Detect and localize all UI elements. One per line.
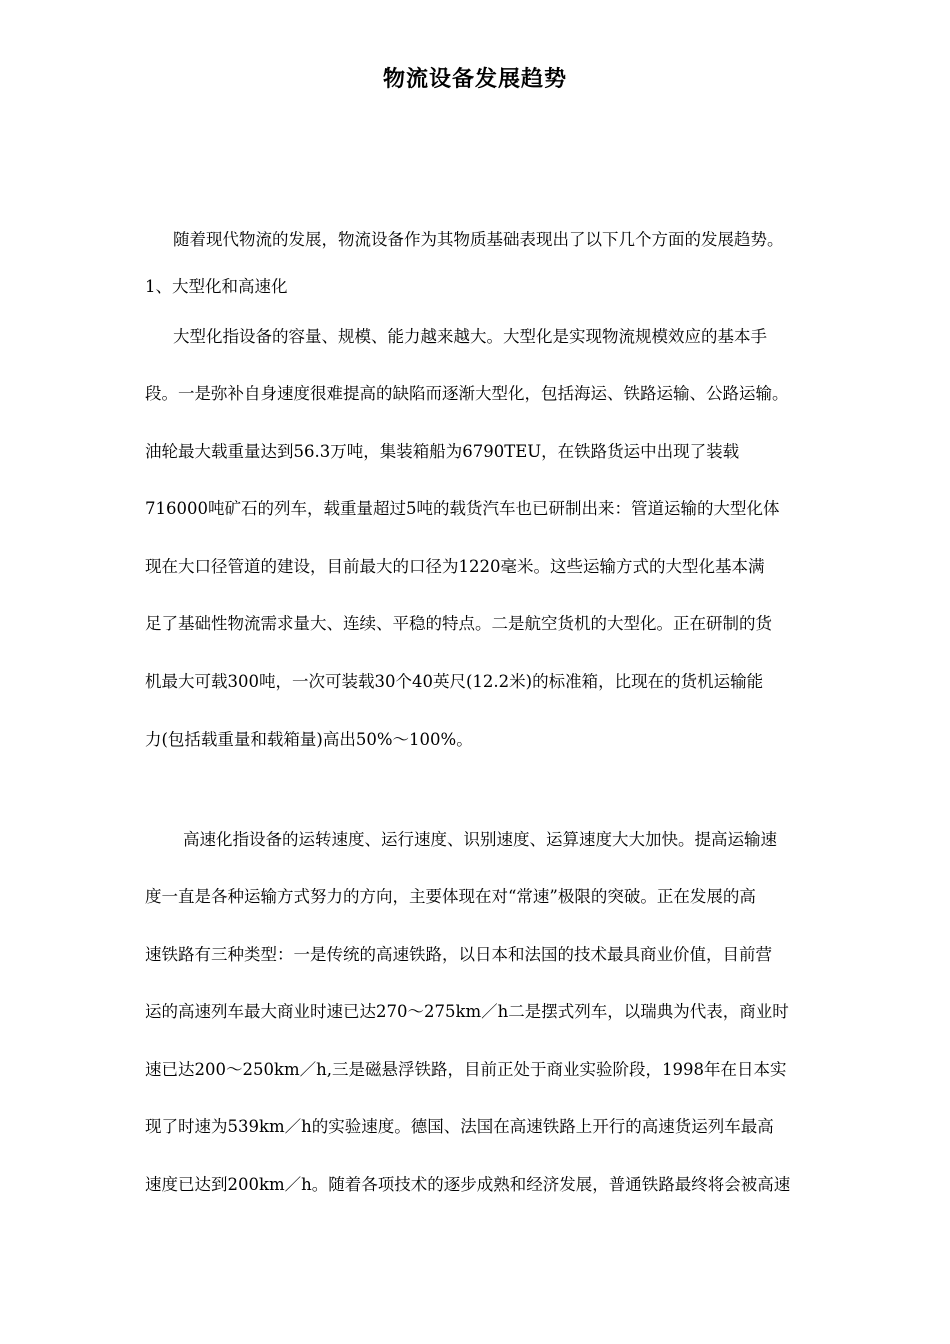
paragraph-line: 力(包括载重量和载箱量)高出50%～100%。 [145,730,473,749]
intro-paragraph: 随着现代物流的发展，物流设备作为其物质基础表现出了以下几个方面的发展趋势。 [173,230,784,249]
paragraph-line: 段。一是弥补自身速度很难提高的缺陷而逐渐大型化，包括海运、铁路运输、公路运输。 [145,384,789,403]
paragraph-line: 速度已达到200km／h。随着各项技术的逐步成熟和经济发展，普通铁路最终将会被高速 [145,1175,791,1194]
paragraph-line: 大型化指设备的容量、规模、能力越来越大。大型化是实现物流规模效应的基本手 [173,327,767,346]
paragraph-line: 度一直是各种运输方式努力的方向，主要体现在对“常速”极限的突破。正在发展的高 [145,887,756,906]
paragraph-line: 运的高速列车最大商业时速已达270～275km／h二是摆式列车，以瑞典为代表，商业时 [145,1002,789,1021]
section-heading: 1、大型化和高速化 [145,277,288,296]
paragraph-line: 现了时速为539km／h的实验速度。德国、法国在高速铁路上开行的高速货运列车最高 [145,1117,774,1136]
paragraph-line: 油轮最大载重量达到56.3万吨，集装箱船为6790TEU，在铁路货运中出现了装载 [145,442,740,461]
paragraph-line: 足了基础性物流需求量大、连续、平稳的特点。二是航空货机的大型化。正在研制的货 [145,614,772,633]
paragraph-line: 速已达200～250km／h,三是磁悬浮铁路，目前正处于商业实验阶段，1998年在日本实 [145,1060,787,1079]
paragraph-line: 机最大可载300吨，一次可装载30个40英尺(12.2米)的标准箱，比现在的货机运输能 [145,672,764,691]
document-title: 物流设备发展趋势 [382,67,567,92]
paragraph-line: 现在大口径管道的建设，目前最大的口径为1220毫米。这些运输方式的大型化基本满 [145,557,765,576]
paragraph-line: 716000吨矿石的列车，载重量超过5吨的载货汽车也已研制出来：管道运输的大型化体 [145,499,780,518]
paragraph-line: 速铁路有三种类型：一是传统的高速铁路，以日本和法国的技术最具商业价值，目前营 [145,945,772,964]
paragraph-line: 高速化指设备的运转速度、运行速度、识别速度、运算速度大大加快。提高运输速 [183,830,777,849]
